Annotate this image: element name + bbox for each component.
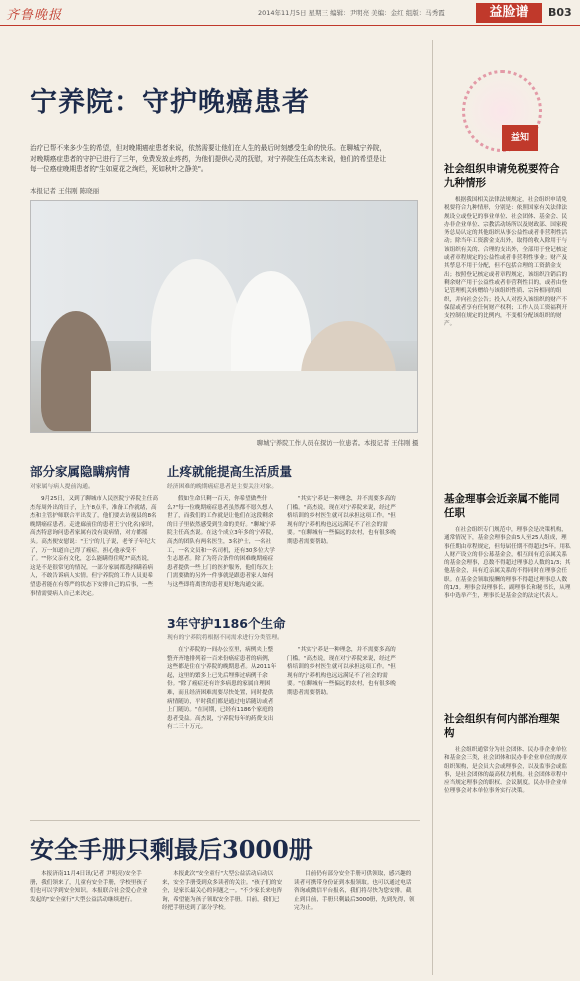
footer-col-1: 本报济南11月4日讯(记者 尹明亮)安全手册，我们领来了，儿童有安全手册，学校里孩子们也可以学到安全知识。本报联合社会爱心企业发起的"安全童行"大型公益活动继续进行。 xyxy=(30,871,148,903)
footer-col-3: 目前仍有部分安全手册可供领取，感兴趣的读者可携带身份证到本报领取。也可以通过电话咨询或微信平台报名，我们将尽快为您安排。截止到目前，手册只剩最后3000册，先到先得，领完为止。 xyxy=(294,871,415,912)
sidebar-head-2: 基金理事会近亲属不能同任职 xyxy=(444,493,560,519)
page-header xyxy=(0,0,580,26)
subdeck-3: 现有的宁养院将根据不同需求进行分类管理。 xyxy=(167,635,283,641)
issue-meta: 2014年11月5日 星期三 编辑：尹明亮 美编：金红 组版：马秀霞 xyxy=(258,9,445,17)
subhead-2: 止疼就能提高生活质量 xyxy=(167,464,293,479)
sidebar-body-3: 社会组织通常分为社会团体、民办非企业单位和基金会三类，社会团体和民办非企业单位的规章组织架构，是会员大会或理事会，以及监事会或监事，是社会团体的最高权力机构。社会团体章程中应当规定理事会的职权、会议制度。民办非企业单位理事会对本单位事务实行决策。 xyxy=(444,747,568,795)
sub4-body: "其实宁养是一种理念，并不需要多高的门槛。"高杰说，现在对宁养院来说，经过严格培训的乡村医生就可以承担这项工作。"但现有的宁养机构也远远满足不了社会的需要。"在聊城有一些偏远的农村，也有很多晚期患者需要帮助。 xyxy=(287,647,396,696)
divider xyxy=(30,820,420,821)
sub2-body-a: 假如生命只剩一百天，你希望做些什么?"每一位晚期癌症患者虽然都不愿久想人世了，而我们的工作就是让他们在这段剩余的日子里依然感受到生命的美好。"聊城宁养院主任高杰说。在这个成立3年多的宁养院，高杰的团队有两名医生，3名护士，一名社工，一名文员和一名司机，还有30多位大学生志愿者。除了为符合条件的困难晚期癌症患者提供一些上门的医护服务，他们每次上门需要做的另外一件事就是跟患者家人如何与这些即将离世的患者更好地沟通交流。 xyxy=(167,496,277,588)
sidebar-head-3: 社会组织有何内部治理架构 xyxy=(444,713,560,739)
section-badge: 益脸谱 xyxy=(476,3,542,23)
article-byline: 本报记者 王伟刚 陈晓丽 xyxy=(30,187,100,195)
sub2-body-b: "其实宁养是一种理念，并不需要多高的门槛。"高杰说，现在对宁养院来说，经过严格培训的乡村医生就可以承担这项工作。"但现有的宁养机构也远远满足不了社会的需要。"在聊城有一些偏远的农村，也有很多晚期患者需要帮助。 xyxy=(287,496,396,545)
newspaper-logo: 齐鲁晚报 xyxy=(6,8,63,23)
subhead-1: 部分家属隐瞒病情 xyxy=(30,464,131,479)
sidebar-body-2: 在社会组织专门规范中，理事会是决策机构，通常情况下，基金会理事会由5人至25人组成，理事任期由章程规定，但每届任期不得超过5年。用私人财产设立的非公募基金会，相互间有近亲属关系的基金会理事，总数不得超过理事总人数的1/3；其他基金会，具有近亲属关系的不得同时在理事会任职。在基金会领取报酬的理事不得超过理事总人数的1/3。理事会设理事长、副理事长和秘书长，从理事中选举产生，理事长是基金会的法定代表人。 xyxy=(444,527,571,600)
subdeck-1: 对家属与病人提前沟通。 xyxy=(30,484,94,490)
sub1-body: 9月25日，又到了聊城市人民医院宁养院主任高杰每周外出的日子，上午8点半，准备工作就绪，高杰和主管护师联合平出发了，他们要去访视县的8名晚期癌症患者。走进廊前住的患者王宁(化名)家时，高杰特意询问患者家属有没有说病情，对方都摇头。高杰便安慰说："王宁的儿子说，老爷子年纪大了，万一知道自己得了癌症，担心他承受不了。""你父亲有文化，怎么能瞒得住呢?"高杰说，这是不是很常见的情况，一部分家属都选择瞒着病人，不敢告诉病人实情。但宁养院的工作人员更希望患者能在有尊严的状态下安排自己的后事，一些事情需要病人自己来决定。 xyxy=(30,496,158,597)
sidebar-label: 益知 xyxy=(502,125,538,151)
page-number: B03 xyxy=(548,6,572,19)
subhead-3: 3年守护1186个生命 xyxy=(167,616,286,631)
photo-bed xyxy=(91,371,418,433)
sidebar-head-1: 社会组织申请免税要符合九种情形 xyxy=(444,163,560,189)
sub3-body: 在宁养院的一间办公室里，病例夹上整整齐齐地排列着一百来份癌症患者的病例，这些都是住在宁养院的晚期患者。从2011年起，这里的繁多上已先后埋葬过病例千余份。"除了癌症还有许多病患的家属自理困难，而且经济困难需要尽快处置，同时提供病情随访，平时我们都是通过电话随访或者上门随访。"在同期，已经有1186个家庭的患者受益。高杰说，宁养院每年的药费支出有二三十万元。 xyxy=(167,647,277,731)
sidebar-body-1: 根据我国相关法律法规规定，社会组织申请免税要符合九种情形，分别是：依照国家有关法律法规设立或登记的事业单位、社会团体、基金会、民办非企业单位、宗教活动场所以及财政部、国家税务总局认定的其他组织从事公益性或者非营利性活动；除当年工资薪金支出外，取得的收入除用于与该组织有关的、合理的支出外，全部用于登记核定或者章程规定的公益性或者非营利性事业；财产及其孳息不用于分配，但不包括合理的工资薪金支出；按照登记核定或者章程规定，该组织注销后的剩余财产用于公益性或者非营利性目的，或者由登记管理机关转赠给与该组织性质、宗旨相同的组织，并向社会公告；投入人对投入该组织的财产不保留或者享有任何财产权利；工作人员工资福利开支控制在规定的比例内，不变相分配该组织的财产。 xyxy=(444,197,568,328)
subdeck-2: 经济困难的晚期癌症患者是主要关注对象。 xyxy=(167,484,278,490)
article-lede: 治疗已帮不来多少生的希望，但对晚期癌症患者来说，依然需要让他们在人生的最后时刻感受生命的快乐。在聊城宁养院，对晚期癌症患者的守护已进行了三年，免费发放止疼药，为他们提供心灵的抚慰，对宁养院生任高杰来说，他们的希望是让每一位癌症晚期患者的"生如夏花之绚烂，死如秋叶之静美"。 xyxy=(30,144,387,173)
footer-article-title: 安全手册只剩最后3000册 xyxy=(30,835,313,864)
sidebar-divider xyxy=(432,40,433,975)
photo-caption: 聊城宁养院工作人员在探访一位患者。本报记者 王伟刚 摄 xyxy=(257,440,419,447)
footer-col-2: 本报此次"安全童行"大型公益活动启动以来，安全手册受到众多读者的关注。"孩子们的安全，是家长最关心的问题之一。"不少家长来电咨询，希望能为孩子领取安全手册。目前，我们已经把手册送到了部分学校。 xyxy=(162,871,283,912)
article-title: 宁养院：守护晚癌患者 xyxy=(30,87,310,118)
article-photo xyxy=(30,200,418,433)
